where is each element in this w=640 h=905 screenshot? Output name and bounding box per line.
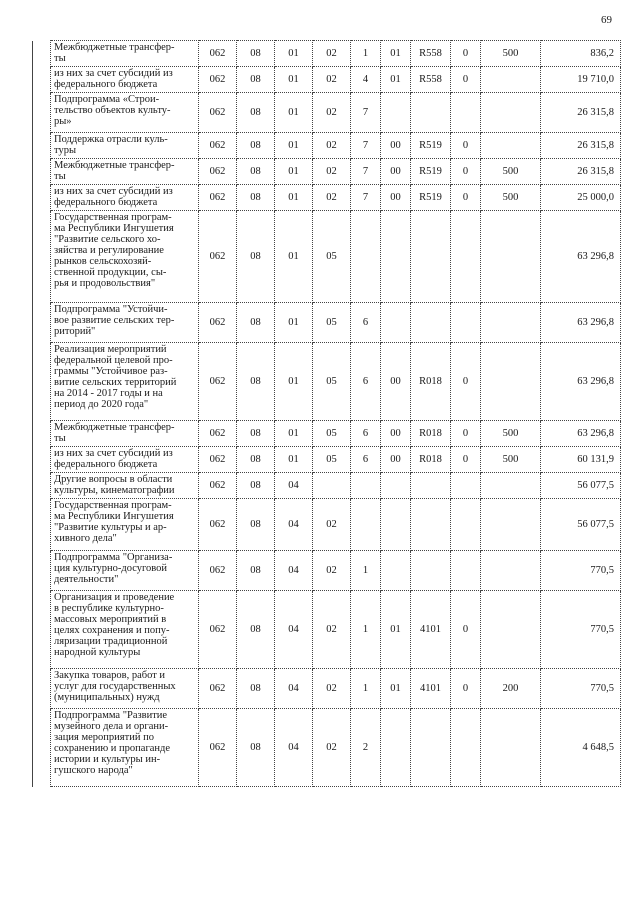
cell-mer: 0 (451, 591, 481, 669)
cell-dir (411, 303, 451, 343)
cell-mer: 0 (451, 133, 481, 159)
cell-pr: 04 (275, 591, 313, 669)
cell-pp: 4 (351, 67, 381, 93)
cell-rz: 08 (237, 93, 275, 133)
cell-om (381, 499, 411, 551)
cell-vr (481, 133, 541, 159)
cell-vr: 500 (481, 447, 541, 473)
cell-om: 00 (381, 447, 411, 473)
table-row (33, 159, 621, 185)
cell-mer (451, 303, 481, 343)
cell-rz: 08 (237, 343, 275, 421)
cell-vr (481, 551, 541, 591)
cell-pp: 6 (351, 421, 381, 447)
cell-om: 01 (381, 67, 411, 93)
row-margin-cell (33, 709, 51, 787)
cell-dir (411, 709, 451, 787)
table-row (33, 669, 621, 709)
cell-dir: R558 (411, 41, 451, 67)
cell-vr (481, 93, 541, 133)
cell-gp: 02 (313, 185, 351, 211)
cell-vr: 500 (481, 185, 541, 211)
table-row (33, 185, 621, 211)
cell-amount: 770,5 (541, 669, 621, 709)
cell-mer: 0 (451, 159, 481, 185)
cell-grbs: 062 (199, 499, 237, 551)
cell-amount: 836,2 (541, 41, 621, 67)
cell-amount: 26 315,8 (541, 93, 621, 133)
row-margin-cell (33, 133, 51, 159)
cell-amount: 56 077,5 (541, 499, 621, 551)
row-margin-cell (33, 185, 51, 211)
cell-name: Подпрограмма "Организа- ция культурно-досуговой деятельности" (51, 551, 199, 591)
cell-grbs: 062 (199, 473, 237, 499)
cell-amount: 63 296,8 (541, 211, 621, 303)
cell-grbs: 062 (199, 591, 237, 669)
cell-amount: 770,5 (541, 551, 621, 591)
cell-pr: 01 (275, 421, 313, 447)
cell-grbs: 062 (199, 159, 237, 185)
cell-pp: 6 (351, 343, 381, 421)
cell-mer (451, 551, 481, 591)
cell-mer (451, 473, 481, 499)
cell-mer: 0 (451, 67, 481, 93)
cell-rz: 08 (237, 185, 275, 211)
cell-rz: 08 (237, 41, 275, 67)
cell-om (381, 709, 411, 787)
cell-pp: 1 (351, 551, 381, 591)
cell-name: Государственная програм- ма Республики Ингушетия "Развитие культуры и ар- хивного дела" (51, 499, 199, 551)
table-row (33, 303, 621, 343)
cell-pp: 1 (351, 41, 381, 67)
row-margin-cell (33, 421, 51, 447)
cell-mer (451, 211, 481, 303)
row-margin-cell (33, 551, 51, 591)
row-margin-cell (33, 41, 51, 67)
cell-pr: 04 (275, 473, 313, 499)
cell-grbs: 062 (199, 41, 237, 67)
table-row (33, 343, 621, 421)
row-margin-cell (33, 93, 51, 133)
cell-amount: 25 000,0 (541, 185, 621, 211)
cell-name: Организация и проведение в республике культурно- массовых мероприятий в целях сохранения и попу- ляризации традиционной народной культуры (51, 591, 199, 669)
cell-gp: 02 (313, 93, 351, 133)
cell-pp: 7 (351, 133, 381, 159)
table-row (33, 67, 621, 93)
cell-pr: 04 (275, 669, 313, 709)
cell-name: Межбюджетные трансфер- ты (51, 421, 199, 447)
cell-rz: 08 (237, 67, 275, 93)
cell-amount: 60 131,9 (541, 447, 621, 473)
cell-gp: 02 (313, 67, 351, 93)
cell-name: Межбюджетные трансфер- ты (51, 159, 199, 185)
cell-om: 00 (381, 421, 411, 447)
table-row (33, 499, 621, 551)
cell-rz: 08 (237, 303, 275, 343)
cell-vr (481, 67, 541, 93)
table-row (33, 591, 621, 669)
cell-pp: 6 (351, 303, 381, 343)
table-row (33, 133, 621, 159)
cell-dir: 4101 (411, 591, 451, 669)
cell-vr (481, 343, 541, 421)
cell-name: Поддержка отрасли куль- туры (51, 133, 199, 159)
cell-mer: 0 (451, 669, 481, 709)
cell-gp: 02 (313, 499, 351, 551)
cell-rz: 08 (237, 421, 275, 447)
cell-pr: 01 (275, 303, 313, 343)
cell-pr: 01 (275, 41, 313, 67)
table-row (33, 709, 621, 787)
cell-gp: 05 (313, 421, 351, 447)
cell-gp: 02 (313, 41, 351, 67)
cell-om: 00 (381, 133, 411, 159)
row-margin-cell (33, 591, 51, 669)
cell-grbs: 062 (199, 211, 237, 303)
cell-grbs: 062 (199, 303, 237, 343)
cell-gp: 02 (313, 133, 351, 159)
cell-pp: 2 (351, 709, 381, 787)
cell-amount: 26 315,8 (541, 159, 621, 185)
cell-mer (451, 709, 481, 787)
cell-pr: 01 (275, 159, 313, 185)
cell-amount: 56 077,5 (541, 473, 621, 499)
cell-rz: 08 (237, 551, 275, 591)
table-row (33, 473, 621, 499)
cell-name: из них за счет субсидий из федерального бюджета (51, 447, 199, 473)
cell-dir (411, 551, 451, 591)
cell-grbs: 062 (199, 669, 237, 709)
cell-mer: 0 (451, 185, 481, 211)
cell-name: Подпрограмма "Устойчи- вое развитие сельских тер- риторий" (51, 303, 199, 343)
row-margin-cell (33, 67, 51, 93)
cell-gp: 05 (313, 303, 351, 343)
cell-om (381, 473, 411, 499)
cell-pr: 01 (275, 343, 313, 421)
cell-grbs: 062 (199, 421, 237, 447)
cell-om (381, 551, 411, 591)
cell-dir: R558 (411, 67, 451, 93)
table-row (33, 421, 621, 447)
cell-dir (411, 473, 451, 499)
cell-vr (481, 303, 541, 343)
cell-rz: 08 (237, 669, 275, 709)
cell-name: Подпрограмма «Строи- тельство объектов культу- ры» (51, 93, 199, 133)
table-row (33, 41, 621, 67)
cell-gp: 05 (313, 343, 351, 421)
cell-name: Межбюджетные трансфер- ты (51, 41, 199, 67)
cell-amount: 19 710,0 (541, 67, 621, 93)
row-margin-cell (33, 159, 51, 185)
cell-amount: 63 296,8 (541, 303, 621, 343)
cell-vr (481, 709, 541, 787)
cell-grbs: 062 (199, 343, 237, 421)
page-number: 69 (601, 14, 612, 26)
row-margin-cell (33, 447, 51, 473)
cell-name: из них за счет субсидий из федерального бюджета (51, 185, 199, 211)
cell-vr: 500 (481, 41, 541, 67)
cell-om: 01 (381, 591, 411, 669)
cell-mer (451, 499, 481, 551)
cell-name: из них за счет субсидий из федерального бюджета (51, 67, 199, 93)
cell-grbs: 062 (199, 185, 237, 211)
cell-pp (351, 473, 381, 499)
budget-table (32, 40, 621, 787)
cell-amount: 26 315,8 (541, 133, 621, 159)
cell-pr: 01 (275, 93, 313, 133)
cell-pr: 04 (275, 709, 313, 787)
table-row (33, 447, 621, 473)
row-margin-cell (33, 211, 51, 303)
cell-gp: 05 (313, 211, 351, 303)
cell-dir: R018 (411, 343, 451, 421)
cell-amount: 63 296,8 (541, 421, 621, 447)
row-margin-cell (33, 473, 51, 499)
cell-pr: 01 (275, 447, 313, 473)
cell-pr: 01 (275, 133, 313, 159)
cell-pr: 01 (275, 185, 313, 211)
cell-om (381, 303, 411, 343)
cell-dir: R018 (411, 447, 451, 473)
cell-pp: 7 (351, 159, 381, 185)
cell-om (381, 93, 411, 133)
cell-mer (451, 93, 481, 133)
cell-dir: R519 (411, 133, 451, 159)
cell-dir: R519 (411, 185, 451, 211)
cell-om: 00 (381, 343, 411, 421)
row-margin-cell (33, 343, 51, 421)
cell-grbs: 062 (199, 93, 237, 133)
cell-name: Реализация мероприятий федеральной целевой про- граммы "Устойчивое раз- витие сельских территорий на 2014 - 2017 годы и на период до 2020 года" (51, 343, 199, 421)
cell-gp: 05 (313, 447, 351, 473)
cell-rz: 08 (237, 709, 275, 787)
cell-pp: 1 (351, 591, 381, 669)
cell-rz: 08 (237, 211, 275, 303)
cell-pr: 04 (275, 551, 313, 591)
cell-mer: 0 (451, 343, 481, 421)
cell-vr (481, 211, 541, 303)
cell-vr: 500 (481, 159, 541, 185)
cell-pp (351, 499, 381, 551)
cell-vr (481, 473, 541, 499)
cell-name: Государственная програм- ма Республики Ингушетия "Развитие сельского хо- зяйства и регулирование рынков сельскохозяй- ственной продукции, сы- рья и продовольствия" (51, 211, 199, 303)
cell-grbs: 062 (199, 709, 237, 787)
cell-pr: 04 (275, 499, 313, 551)
cell-om: 00 (381, 159, 411, 185)
cell-gp: 02 (313, 709, 351, 787)
cell-om: 01 (381, 41, 411, 67)
cell-pp: 6 (351, 447, 381, 473)
cell-vr: 500 (481, 421, 541, 447)
cell-amount: 4 648,5 (541, 709, 621, 787)
cell-mer: 0 (451, 421, 481, 447)
cell-dir: 4101 (411, 669, 451, 709)
row-margin-cell (33, 303, 51, 343)
cell-grbs: 062 (199, 133, 237, 159)
cell-rz: 08 (237, 133, 275, 159)
cell-gp: 02 (313, 669, 351, 709)
table-row (33, 93, 621, 133)
cell-gp: 02 (313, 159, 351, 185)
cell-rz: 08 (237, 499, 275, 551)
cell-name: Подпрограмма "Развитие музейного дела и органи- зация мероприятий по сохранению и пропаганде истории и культуры ин- гушского народа" (51, 709, 199, 787)
table-row (33, 211, 621, 303)
cell-amount: 63 296,8 (541, 343, 621, 421)
cell-name: Закупка товаров, работ и услуг для государственных (муниципальных) нужд (51, 669, 199, 709)
row-margin-cell (33, 499, 51, 551)
cell-pr: 01 (275, 211, 313, 303)
cell-rz: 08 (237, 591, 275, 669)
cell-rz: 08 (237, 473, 275, 499)
cell-grbs: 062 (199, 551, 237, 591)
cell-name: Другие вопросы в области культуры, кинематографии (51, 473, 199, 499)
cell-pp: 7 (351, 185, 381, 211)
cell-dir (411, 499, 451, 551)
cell-vr (481, 591, 541, 669)
row-margin-cell (33, 669, 51, 709)
cell-pr: 01 (275, 67, 313, 93)
cell-vr: 200 (481, 669, 541, 709)
cell-mer: 0 (451, 447, 481, 473)
cell-pp: 1 (351, 669, 381, 709)
cell-dir: R519 (411, 159, 451, 185)
cell-dir: R018 (411, 421, 451, 447)
cell-gp: 02 (313, 591, 351, 669)
cell-rz: 08 (237, 447, 275, 473)
cell-mer: 0 (451, 41, 481, 67)
cell-pp (351, 211, 381, 303)
cell-dir (411, 93, 451, 133)
cell-gp (313, 473, 351, 499)
cell-om: 01 (381, 669, 411, 709)
cell-amount: 770,5 (541, 591, 621, 669)
table-row (33, 551, 621, 591)
cell-grbs: 062 (199, 447, 237, 473)
cell-dir (411, 211, 451, 303)
cell-rz: 08 (237, 159, 275, 185)
cell-om (381, 211, 411, 303)
cell-vr (481, 499, 541, 551)
cell-om: 00 (381, 185, 411, 211)
cell-pp: 7 (351, 93, 381, 133)
cell-gp: 02 (313, 551, 351, 591)
cell-grbs: 062 (199, 67, 237, 93)
